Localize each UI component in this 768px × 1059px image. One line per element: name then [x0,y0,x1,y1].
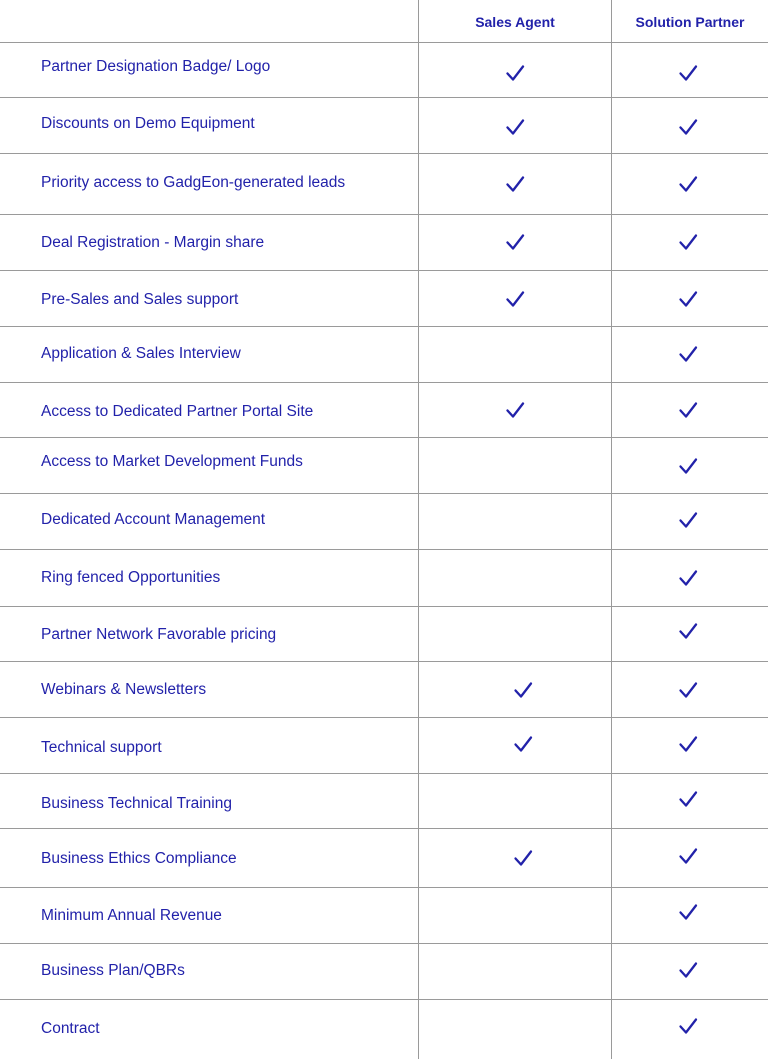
table-header [0,0,768,43]
table-row [0,607,768,662]
sales-agent-check-icon [513,734,533,754]
feature-label: Partner Designation Badge/ Logo [41,58,271,75]
table-row [0,43,768,98]
table-row [0,550,768,607]
solution-partner-check-icon [678,456,698,476]
table-row [0,774,768,829]
table-row [0,888,768,944]
table-row [0,662,768,718]
feature-label: Contract [41,1020,100,1037]
feature-label: Access to Dedicated Partner Portal Site [41,403,314,420]
solution-partner-check-icon [678,960,698,980]
feature-label: Business Plan/QBRs [41,962,185,979]
table-row [0,1000,768,1059]
sales-agent-check-icon [505,289,525,309]
solution-partner-check-icon [678,344,698,364]
table-row [0,271,768,327]
feature-label: Business Technical Training [41,795,232,812]
solution-partner-check-icon [678,734,698,754]
feature-label: Business Ethics Compliance [41,850,237,867]
solution-partner-check-icon [678,680,698,700]
feature-label: Deal Registration - Margin share [41,234,265,251]
solution-partner-check-icon [678,63,698,83]
solution-partner-check-icon [678,117,698,137]
solution-partner-check-icon [678,174,698,194]
solution-partner-check-icon [678,1016,698,1036]
solution-partner-check-icon [678,568,698,588]
table-row [0,327,768,383]
column-divider [418,0,419,1059]
table-row [0,438,768,494]
feature-label: Pre-Sales and Sales support [41,291,239,308]
feature-label: Minimum Annual Revenue [41,907,222,924]
solution-partner-check-icon [678,289,698,309]
sales-agent-check-icon [505,117,525,137]
feature-label: Access to Market Development Funds [41,453,303,470]
feature-label: Ring fenced Opportunities [41,569,221,586]
feature-label: Partner Network Favorable pricing [41,626,277,643]
table-row [0,98,768,154]
feature-label: Discounts on Demo Equipment [41,115,255,132]
solution-partner-check-icon [678,232,698,252]
column-header-sales-agent: Sales Agent [475,13,555,30]
table-row [0,829,768,888]
column-header-solution-partner: Solution Partner [635,13,745,30]
table-row [0,154,768,215]
feature-label: Technical support [41,739,162,756]
table-row [0,383,768,438]
feature-label: Dedicated Account Management [41,511,266,528]
sales-agent-check-icon [505,174,525,194]
table-row [0,944,768,1000]
sales-agent-check-icon [505,63,525,83]
solution-partner-check-icon [678,789,698,809]
table-row [0,215,768,271]
solution-partner-check-icon [678,846,698,866]
sales-agent-check-icon [505,232,525,252]
solution-partner-check-icon [678,621,698,641]
table-row [0,718,768,774]
feature-label: Application & Sales Interview [41,345,241,362]
sales-agent-check-icon [513,680,533,700]
solution-partner-check-icon [678,902,698,922]
table-row [0,494,768,550]
sales-agent-check-icon [513,848,533,868]
column-divider [611,0,612,1059]
solution-partner-check-icon [678,510,698,530]
solution-partner-check-icon [678,400,698,420]
feature-label: Priority access to GadgEon-generated leads [41,174,346,191]
feature-label: Webinars & Newsletters [41,681,207,698]
sales-agent-check-icon [505,400,525,420]
